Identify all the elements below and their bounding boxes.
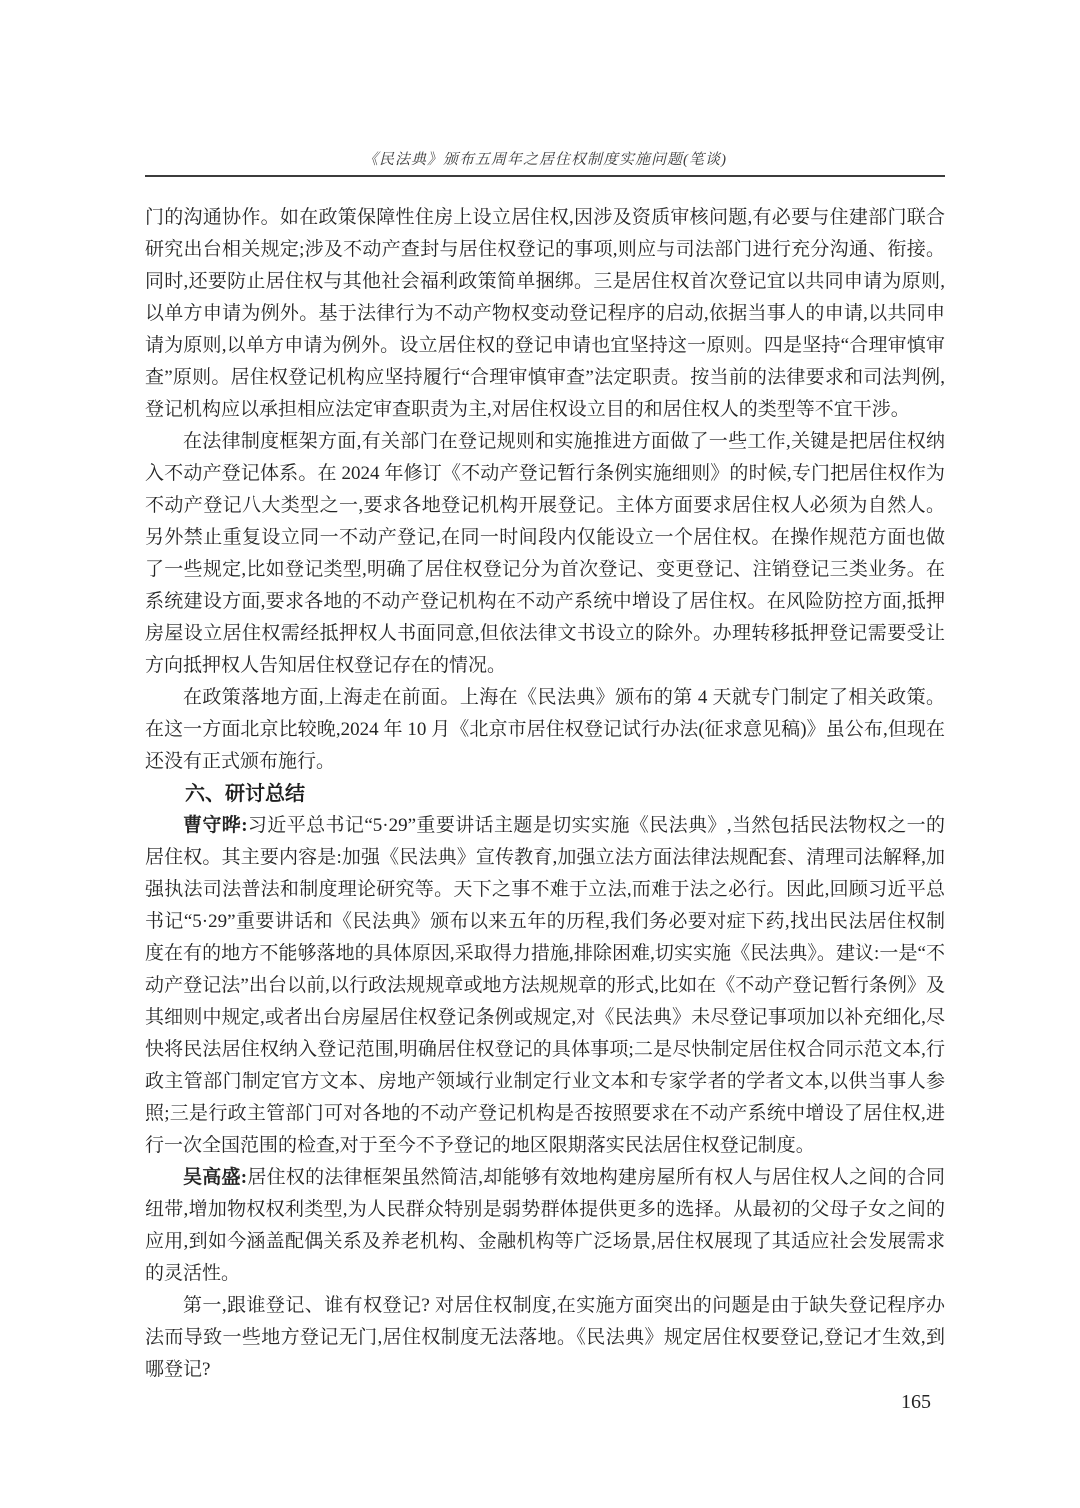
page-number: 165 <box>901 1391 931 1413</box>
body-paragraph: 在法律制度框架方面,有关部门在登记规则和实施推进方面做了一些工作,关键是把居住权纳入不动产登记体系。在 2024 年修订《不动产登记暂行条例实施细则》的时候,专门把居住权作为不动产登记八大类型之一,要求各地登记机构开展登记。主体方面要求居住权人必须为自然人。另外禁止重复设立同一不动产登记,在同一时间段内仅能设立一个居住权。在操作规范方面也做了一些规定,比如登记类型,明确了居住权登记分为首次登记、变更登记、注销登记三类业务。在系统建设方面,要求各地的不动产登记机构在不动产系统中增设了居住权。在风险防控方面,抵押房屋设立居住权需经抵押权人书面同意,但依法律文书设立的除外。办理转移抵押登记需要受让方向抵押权人告知居住权登记存在的情况。 <box>145 431 945 676</box>
header-rule <box>145 175 945 177</box>
speaker-statement: 居住权的法律框架虽然简洁,却能够有效地构建房屋所有权人与居住权人之间的合同纽带,增加物权权利类型,为人民群众特别是弱势群体提供更多的选择。从最初的父母子女之间的应用,到如今涵盖配偶关系及养老机构、金融机构等广泛场景,居住权展现了其适应社会发展需求的灵活性。 <box>145 1167 945 1284</box>
body-paragraph <box>145 810 945 1162</box>
body-paragraph <box>145 1162 945 1290</box>
body-paragraph: 在政策落地方面,上海走在前面。上海在《民法典》颁布的第 4 天就专门制定了相关政策。在这一方面北京比较晚,2024 年 10 月《北京市居住权登记试行办法(征求意见稿)》虽公布,但现在还没有正式颁布施行。 <box>145 687 945 772</box>
page-content <box>145 150 945 1386</box>
body-paragraph: 门的沟通协作。如在政策保障性住房上设立居住权,因涉及资质审核问题,有必要与住建部门联合研究出台相关规定;涉及不动产查封与居住权登记的事项,则应与司法部门进行充分沟通、衔接。同时,还要防止居住权与其他社会福利政策简单捆绑。三是居住权首次登记宜以共同申请为原则,以单方申请为例外。基于法律行为不动产物权变动登记程序的启动,依据当事人的申请,以共同申请为原则,以单方申请为例外。设立居住权的登记申请也宜坚持这一原则。四是坚持“合理审慎审查”原则。居住权登记机构应坚持履行“合理审慎审查”法定职责。按当前的法律要求和司法判例,登记机构应以承担相应法定审查职责为主,对居住权设立目的和居住权人的类型等不宜干涉。 <box>145 207 945 420</box>
speaker-statement: 习近平总书记“5·29”重要讲话主题是切实实施《民法典》,当然包括民法物权之一的居住权。其主要内容是:加强《民法典》宣传教育,加强立法方面法律法规配套、清理司法解释,加强执法司法普法和制度理论研究等。天下之事不难于立法,而难于法之必行。因此,回顾习近平总书记“5·29”重要讲话和《民法典》颁布以来五年的历程,我们务必要对症下药,找出民法居住权制度在有的地方不能够落地的具体原因,采取得力措施,排除困难,切实实施《民法典》。建议:一是“不动产登记法”出台以前,以行政法规规章或地方法规规章的形式,比如在《不动产登记暂行条例》及其细则中规定,或者出台房屋居住权登记条例或规定,对《民法典》未尽登记事项加以补充细化,尽快将民法居住权纳入登记范围,明确居住权登记的具体事项;二是尽快制定居住权合同示范文本,行政主管部门制定官方文本、房地产领域行业制定行业文本和专家学者的学者文本,以供当事人参照;三是行政主管部门可对各地的不动产登记机构是否按照要求在不动产系统中增设了居住权,进行一次全国范围的检查,对于至今不予登记的地区限期落实民法居住权登记制度。 <box>145 815 945 1156</box>
speaker-name: 曹守晔: <box>183 815 248 836</box>
body-paragraph: 第一,跟谁登记、谁有权登记? 对居住权制度,在实施方面突出的问题是由于缺失登记程序办法而导致一些地方登记无门,居住权制度无法落地。《民法典》规定居住权要登记,登记才生效,到哪登记? <box>145 1295 945 1380</box>
section-heading: 六、研讨总结 <box>185 783 305 805</box>
running-title: 《民法典》颁布五周年之居住权制度实施问题(笔谈) <box>363 152 727 168</box>
article-body <box>145 202 945 1386</box>
speaker-name: 吴高盛: <box>183 1167 248 1188</box>
